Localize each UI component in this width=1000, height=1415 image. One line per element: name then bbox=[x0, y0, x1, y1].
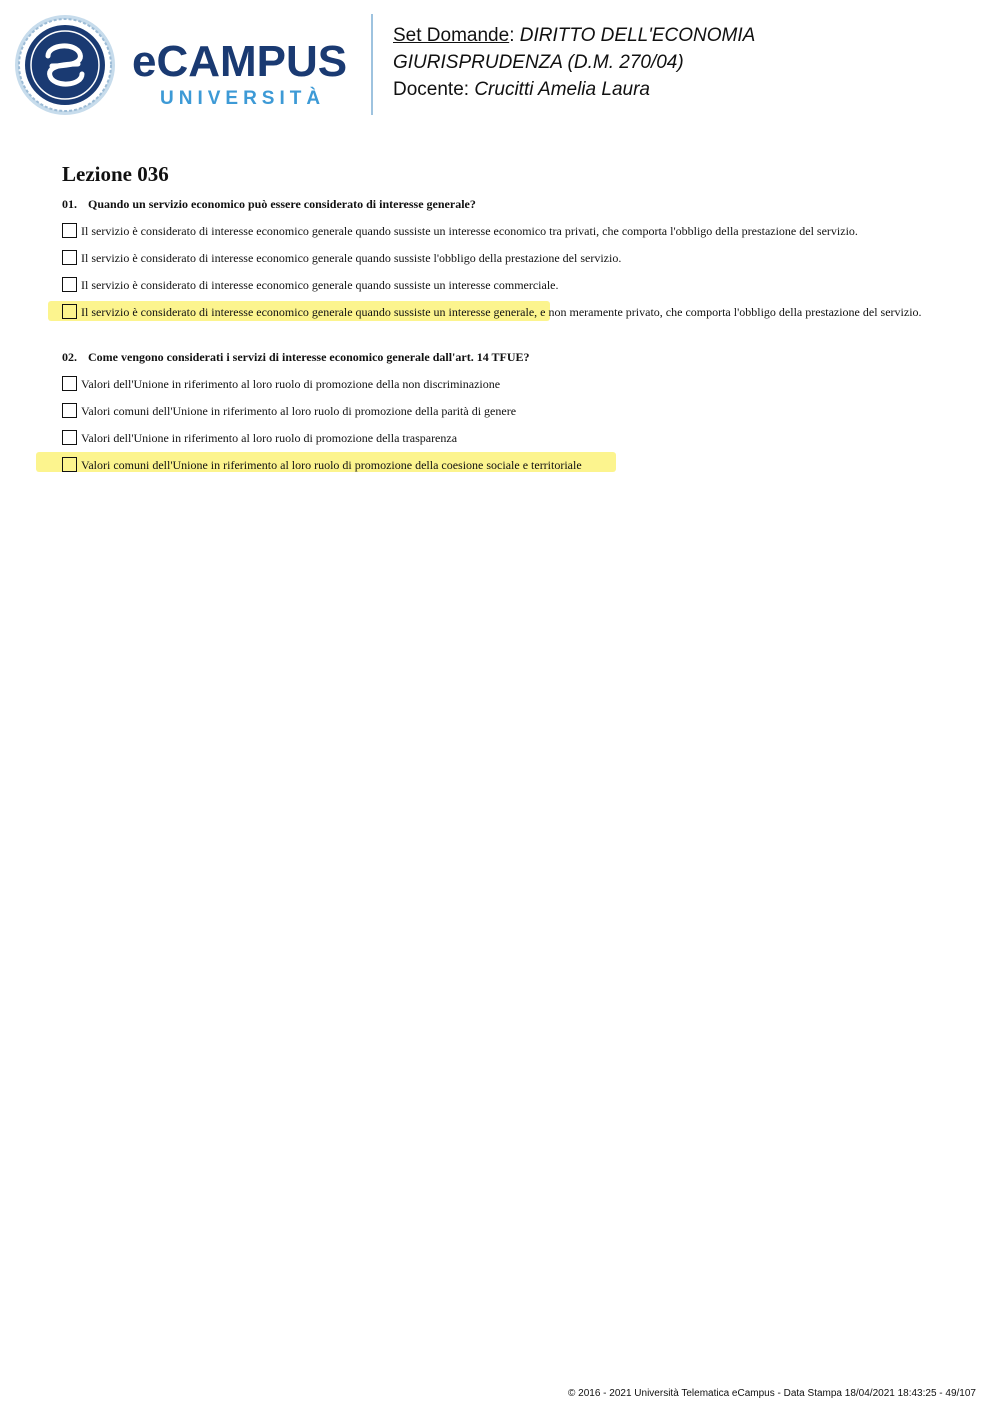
answer-option[interactable] bbox=[62, 430, 942, 445]
brand-wordmark bbox=[132, 37, 362, 115]
set-line: Set Domande: DIRITTO DELL'ECONOMIA bbox=[393, 25, 756, 46]
page-header bbox=[0, 0, 1000, 130]
set-value: DIRITTO DELL'ECONOMIA bbox=[519, 25, 756, 46]
question-1 bbox=[62, 196, 942, 212]
answer-checkbox[interactable] bbox=[62, 277, 77, 292]
question-text: Come vengono considerati i servizi di interesse economico generale dall'art. 14 TFUE? bbox=[88, 350, 530, 364]
answer-checkbox[interactable] bbox=[62, 250, 77, 265]
answer-option[interactable] bbox=[62, 403, 942, 418]
answer-text: Valori comuni dell'Unione in riferimento al loro ruolo di promozione della coesione sociale e territoriale bbox=[81, 458, 582, 472]
answer-text: Valori comuni dell'Unione in riferimento al loro ruolo di promozione della parità di genere bbox=[81, 404, 517, 418]
question-2 bbox=[62, 349, 942, 365]
answer-checkbox[interactable] bbox=[62, 403, 77, 418]
ecampus-seal-logo bbox=[14, 14, 116, 116]
teacher-value: Crucitti Amelia Laura bbox=[474, 79, 650, 100]
course-value: GIURISPRUDENZA (D.M. 270/04) bbox=[393, 52, 684, 73]
answer-option[interactable] bbox=[62, 250, 942, 265]
answer-checkbox[interactable] bbox=[62, 457, 77, 472]
answer-option-highlighted[interactable] bbox=[62, 304, 942, 319]
teacher-line bbox=[393, 76, 755, 103]
set-label: Set Domande bbox=[393, 25, 510, 46]
brand-subtitle: UNIVERSITÀ bbox=[160, 88, 326, 109]
answer-checkbox[interactable] bbox=[62, 430, 77, 445]
answer-option[interactable] bbox=[62, 277, 942, 292]
answer-option-highlighted[interactable] bbox=[62, 457, 942, 472]
answer-option[interactable] bbox=[62, 223, 942, 238]
answer-checkbox[interactable] bbox=[62, 304, 77, 319]
lesson-content bbox=[62, 160, 942, 484]
answer-option[interactable] bbox=[62, 376, 942, 391]
teacher-label: Docente: bbox=[393, 79, 470, 100]
page-footer: © 2016 - 2021 Università Telematica eCampus - Data Stampa 18/04/2021 18:43:25 - 49/107 bbox=[568, 1388, 976, 1399]
answer-text: Il servizio è considerato di interesse economico generale quando sussiste un interesse economico tra privati, che comporta l'obbligo della prestazione del servizio. bbox=[81, 224, 858, 238]
set-info bbox=[393, 22, 755, 103]
answer-text: Il servizio è considerato di interesse economico generale quando sussiste l'obbligo della prestazione del servizio. bbox=[81, 251, 622, 265]
answer-text: Valori dell'Unione in riferimento al loro ruolo di promozione della non discriminazione bbox=[81, 377, 501, 391]
question-number: 02. bbox=[62, 350, 77, 364]
answer-text: Valori dell'Unione in riferimento al loro ruolo di promozione della trasparenza bbox=[81, 431, 458, 445]
lesson-title: Lezione 036 bbox=[62, 162, 169, 186]
question-number: 01. bbox=[62, 197, 77, 211]
brand-name: eCAMPUS bbox=[132, 37, 348, 86]
answer-text: Il servizio è considerato di interesse economico generale quando sussiste un interesse generale, e non meramente privato, che comporta l'obbligo della prestazione del servizio. bbox=[81, 305, 922, 319]
answer-text: Il servizio è considerato di interesse economico generale quando sussiste un interesse commerciale. bbox=[81, 278, 559, 292]
answer-checkbox[interactable] bbox=[62, 376, 77, 391]
course-line bbox=[393, 49, 755, 76]
answer-checkbox[interactable] bbox=[62, 223, 77, 238]
header-divider bbox=[371, 14, 373, 115]
question-text: Quando un servizio economico può essere considerato di interesse generale? bbox=[88, 197, 476, 211]
